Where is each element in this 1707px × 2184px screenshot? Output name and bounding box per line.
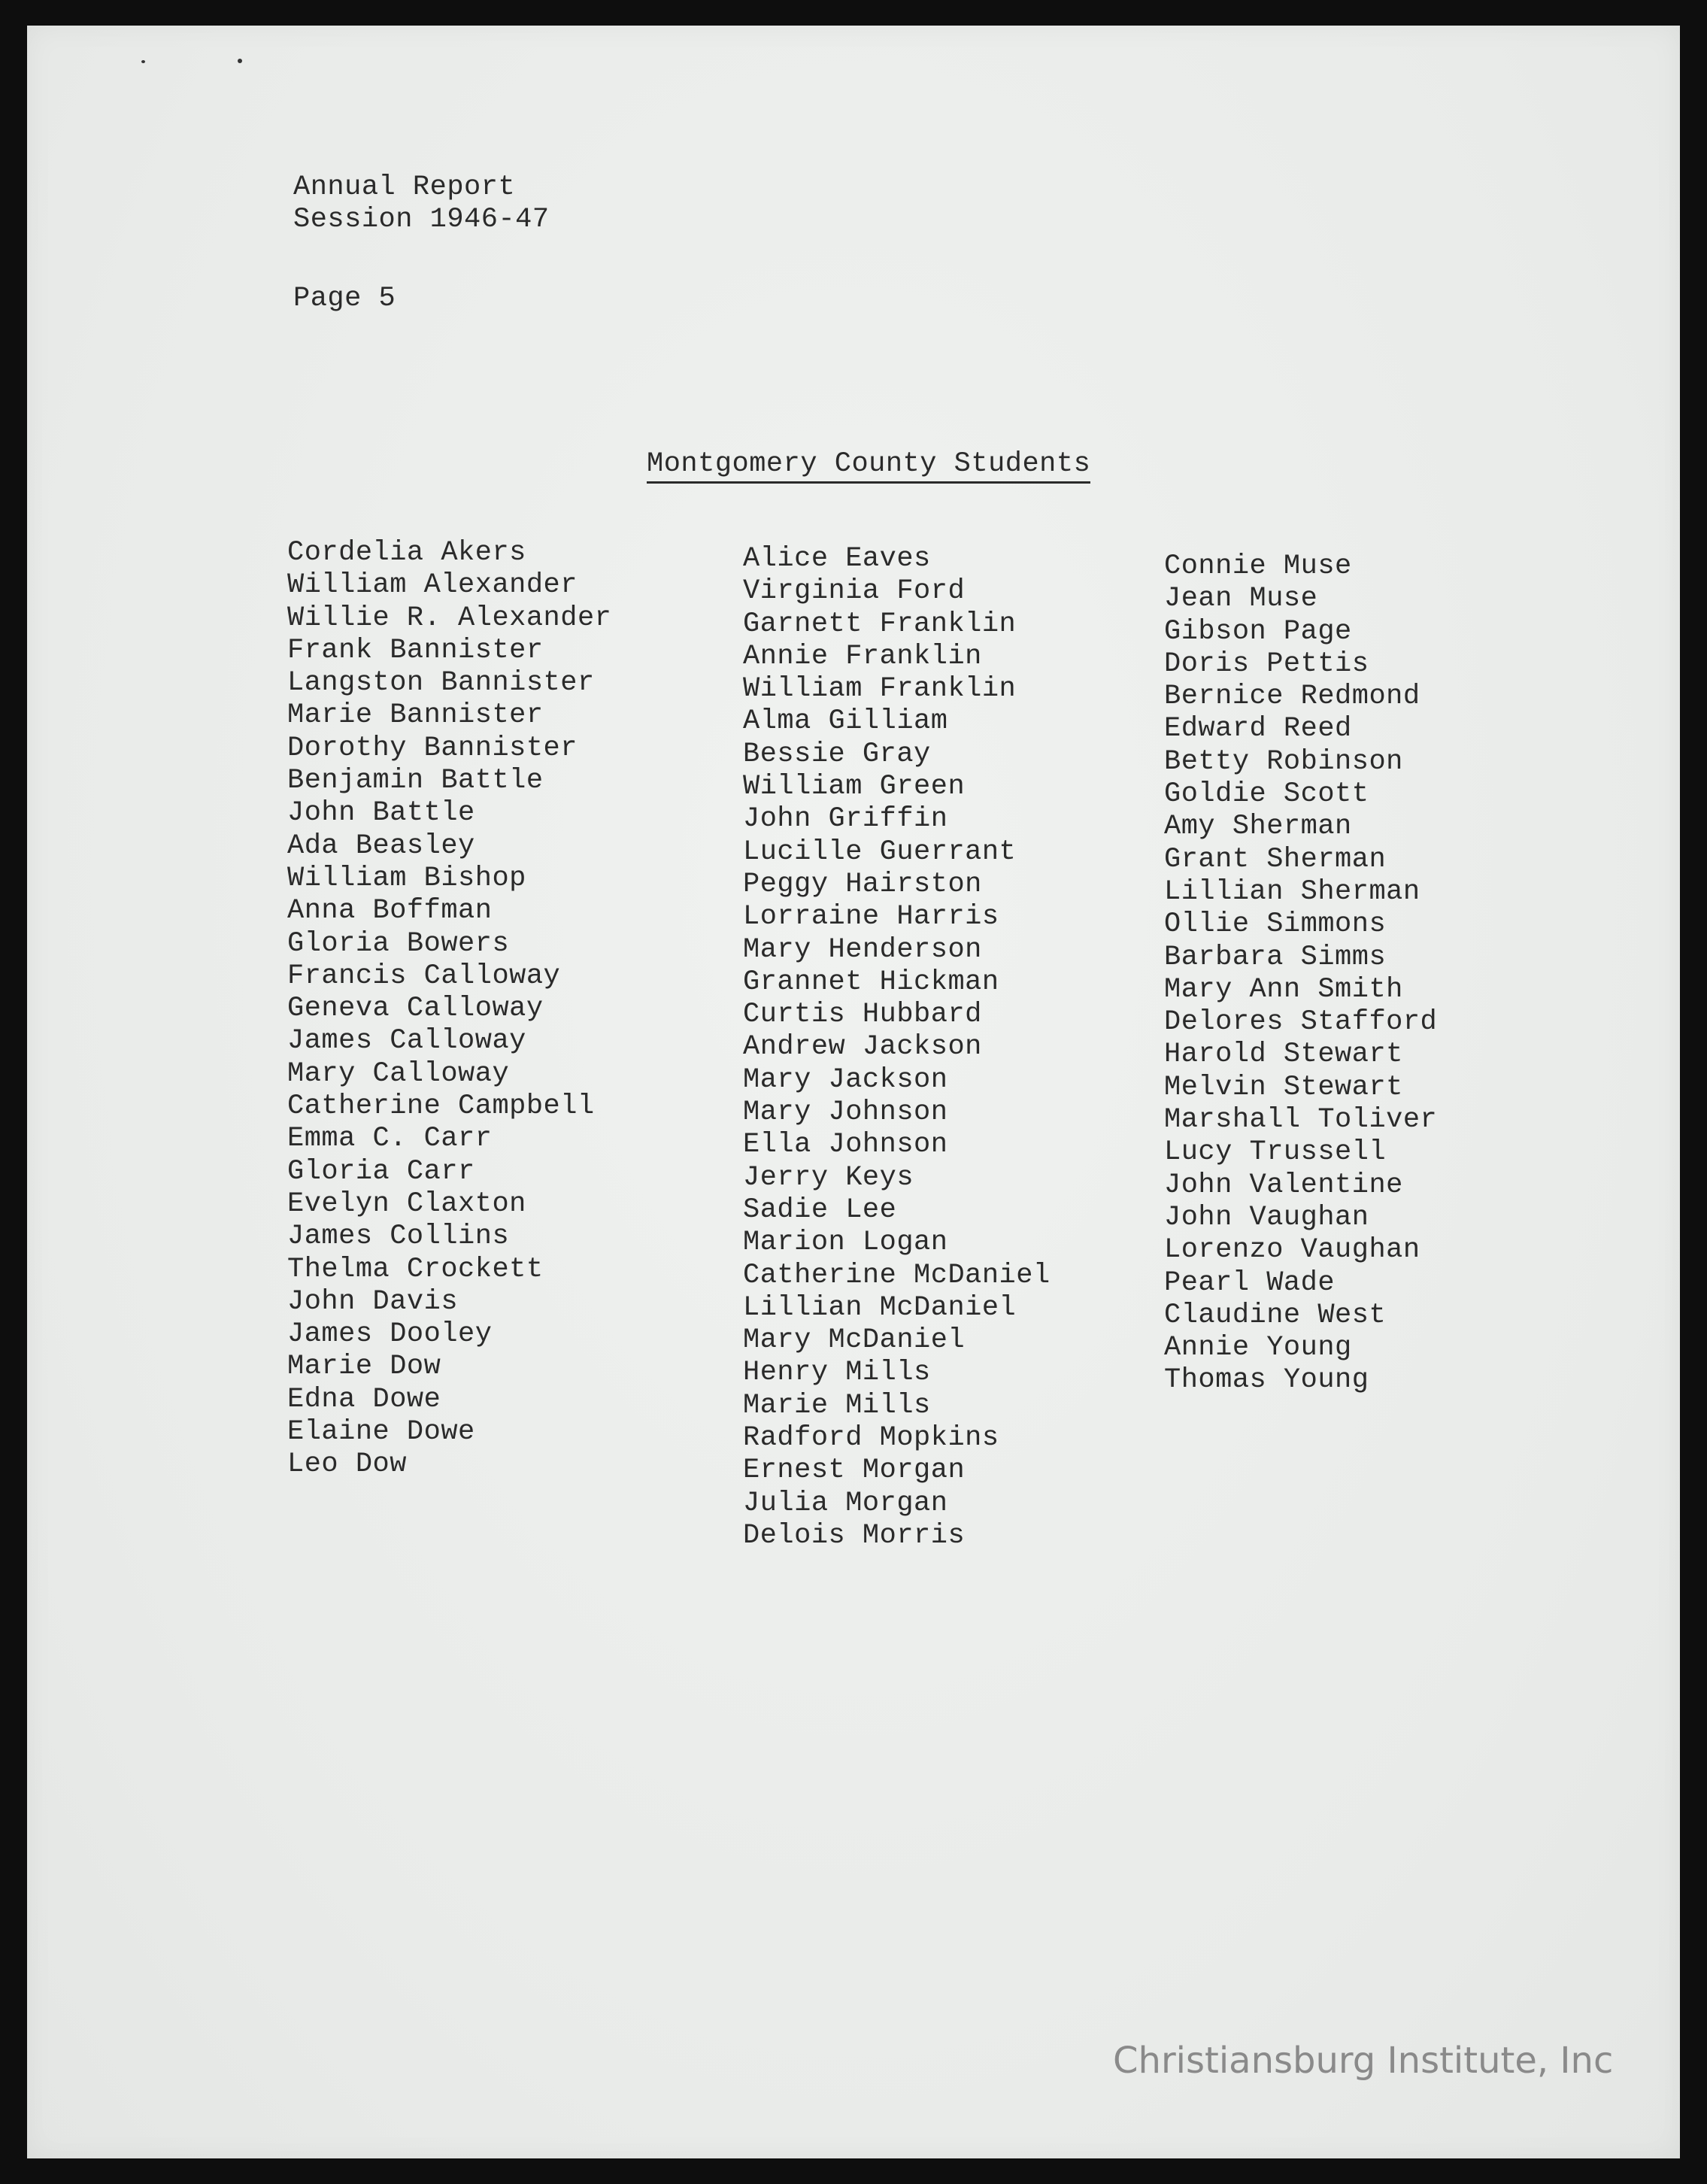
student-name: Ernest Morgan xyxy=(743,1454,966,1487)
student-name: Lillian McDaniel xyxy=(743,1291,1017,1324)
student-name: Benjamin Battle xyxy=(287,765,544,797)
student-name: Curtis Hubbard xyxy=(743,999,982,1031)
student-name: Geneva Calloway xyxy=(287,993,544,1025)
student-name: Henry Mills xyxy=(743,1357,931,1389)
paper-speck xyxy=(141,60,145,63)
student-name: Anna Boffman xyxy=(287,895,493,927)
student-name: Frank Bannister xyxy=(287,634,544,666)
report-header xyxy=(293,171,550,236)
student-name: Harold Stewart xyxy=(1164,1039,1403,1071)
student-name: Pearl Wade xyxy=(1164,1266,1336,1299)
student-name: Julia Morgan xyxy=(743,1487,948,1519)
student-name: Mary Jackson xyxy=(743,1063,948,1096)
paper-speck xyxy=(238,59,242,63)
student-name: Amy Sherman xyxy=(1164,811,1352,843)
student-column-2 xyxy=(743,543,1051,1552)
student-name: Marie Dow xyxy=(287,1351,441,1383)
student-name: Marshall Toliver xyxy=(1164,1104,1438,1136)
student-name: Evelyn Claxton xyxy=(287,1188,526,1220)
student-name: Bessie Gray xyxy=(743,738,931,770)
student-column-3 xyxy=(1164,551,1437,1397)
student-name: Radford Mopkins xyxy=(743,1422,999,1454)
student-name: Mary Johnson xyxy=(743,1097,948,1129)
student-name: Connie Muse xyxy=(1164,551,1352,582)
student-name: Goldie Scott xyxy=(1164,778,1369,811)
page-number: Page 5 xyxy=(293,283,396,314)
student-name: Delois Morris xyxy=(743,1519,966,1552)
student-name: William Bishop xyxy=(287,862,526,894)
student-name: Dorothy Bannister xyxy=(287,732,578,764)
student-name: Thelma Crockett xyxy=(287,1253,544,1285)
student-name: John Davis xyxy=(287,1285,459,1318)
student-name: Gloria Bowers xyxy=(287,927,510,960)
student-column-1 xyxy=(287,537,611,1482)
student-name: Willie R. Alexander xyxy=(287,602,612,634)
student-name: Annie Young xyxy=(1164,1332,1352,1364)
student-name: William Green xyxy=(743,771,966,803)
student-name: John Vaughan xyxy=(1164,1201,1369,1233)
student-name: John Battle xyxy=(287,797,475,830)
student-name: William Franklin xyxy=(743,673,1017,705)
student-name: Ollie Simmons xyxy=(1164,908,1387,941)
student-name: Francis Calloway xyxy=(287,960,561,992)
student-name: Grannet Hickman xyxy=(743,966,999,998)
student-name: Marion Logan xyxy=(743,1227,948,1259)
student-name: Alice Eaves xyxy=(743,543,931,575)
student-name: Bernice Redmond xyxy=(1164,681,1420,713)
student-name: Gibson Page xyxy=(1164,615,1352,648)
list-title: Montgomery County Students xyxy=(647,448,1090,484)
student-name: John Griffin xyxy=(743,803,948,836)
student-name: Alma Gilliam xyxy=(743,705,948,738)
student-name: Sadie Lee xyxy=(743,1194,897,1226)
student-name: Lorraine Harris xyxy=(743,901,999,933)
student-name: Betty Robinson xyxy=(1164,745,1403,778)
student-name: Barbara Simms xyxy=(1164,941,1387,973)
student-name: Lillian Sherman xyxy=(1164,875,1420,908)
student-name: Catherine McDaniel xyxy=(743,1259,1051,1291)
student-name: Peggy Hairston xyxy=(743,868,982,900)
student-name: Mary Henderson xyxy=(743,933,982,966)
document-page xyxy=(27,26,1680,2158)
student-name: Catherine Campbell xyxy=(287,1090,595,1123)
student-name: Grant Sherman xyxy=(1164,843,1387,875)
student-name: James Dooley xyxy=(287,1318,493,1351)
student-name: Garnett Franklin xyxy=(743,608,1017,640)
student-name: Mary McDaniel xyxy=(743,1324,966,1357)
student-name: Annie Franklin xyxy=(743,640,982,672)
report-title: Annual Report xyxy=(293,171,516,203)
student-name: Jerry Keys xyxy=(743,1161,914,1194)
student-name: Melvin Stewart xyxy=(1164,1071,1403,1103)
student-name: Ada Beasley xyxy=(287,830,475,862)
student-name: Lorenzo Vaughan xyxy=(1164,1234,1420,1266)
student-name: Marie Bannister xyxy=(287,699,544,732)
student-name: Edward Reed xyxy=(1164,713,1352,745)
student-name: Emma C. Carr xyxy=(287,1123,493,1155)
student-name: James Calloway xyxy=(287,1025,526,1057)
student-name: Elaine Dowe xyxy=(287,1416,475,1448)
watermark-text: Christiansburg Institute, Inc xyxy=(1113,2040,1614,2082)
student-name: Marie Mills xyxy=(743,1389,931,1421)
student-name: Doris Pettis xyxy=(1164,648,1369,680)
student-name: Mary Calloway xyxy=(287,1057,510,1090)
student-name: Mary Ann Smith xyxy=(1164,973,1403,1006)
student-name: Langston Bannister xyxy=(287,667,595,699)
student-name: Andrew Jackson xyxy=(743,1031,982,1063)
student-name: Cordelia Akers xyxy=(287,537,526,569)
student-name: Claudine West xyxy=(1164,1299,1387,1331)
student-name: Lucille Guerrant xyxy=(743,836,1017,868)
report-session: Session 1946-47 xyxy=(293,204,550,235)
student-name: Gloria Carr xyxy=(287,1155,475,1188)
student-name: William Alexander xyxy=(287,569,578,602)
student-name: Leo Dow xyxy=(287,1448,407,1481)
student-name: Virginia Ford xyxy=(743,575,966,608)
student-name: Thomas Young xyxy=(1164,1364,1369,1397)
student-name: Delores Stafford xyxy=(1164,1006,1438,1039)
student-name: James Collins xyxy=(287,1221,510,1253)
student-name: John Valentine xyxy=(1164,1169,1403,1201)
student-name: Jean Muse xyxy=(1164,583,1318,615)
student-name: Ella Johnson xyxy=(743,1129,948,1161)
student-name: Edna Dowe xyxy=(287,1383,441,1415)
student-name: Lucy Trussell xyxy=(1164,1136,1387,1169)
